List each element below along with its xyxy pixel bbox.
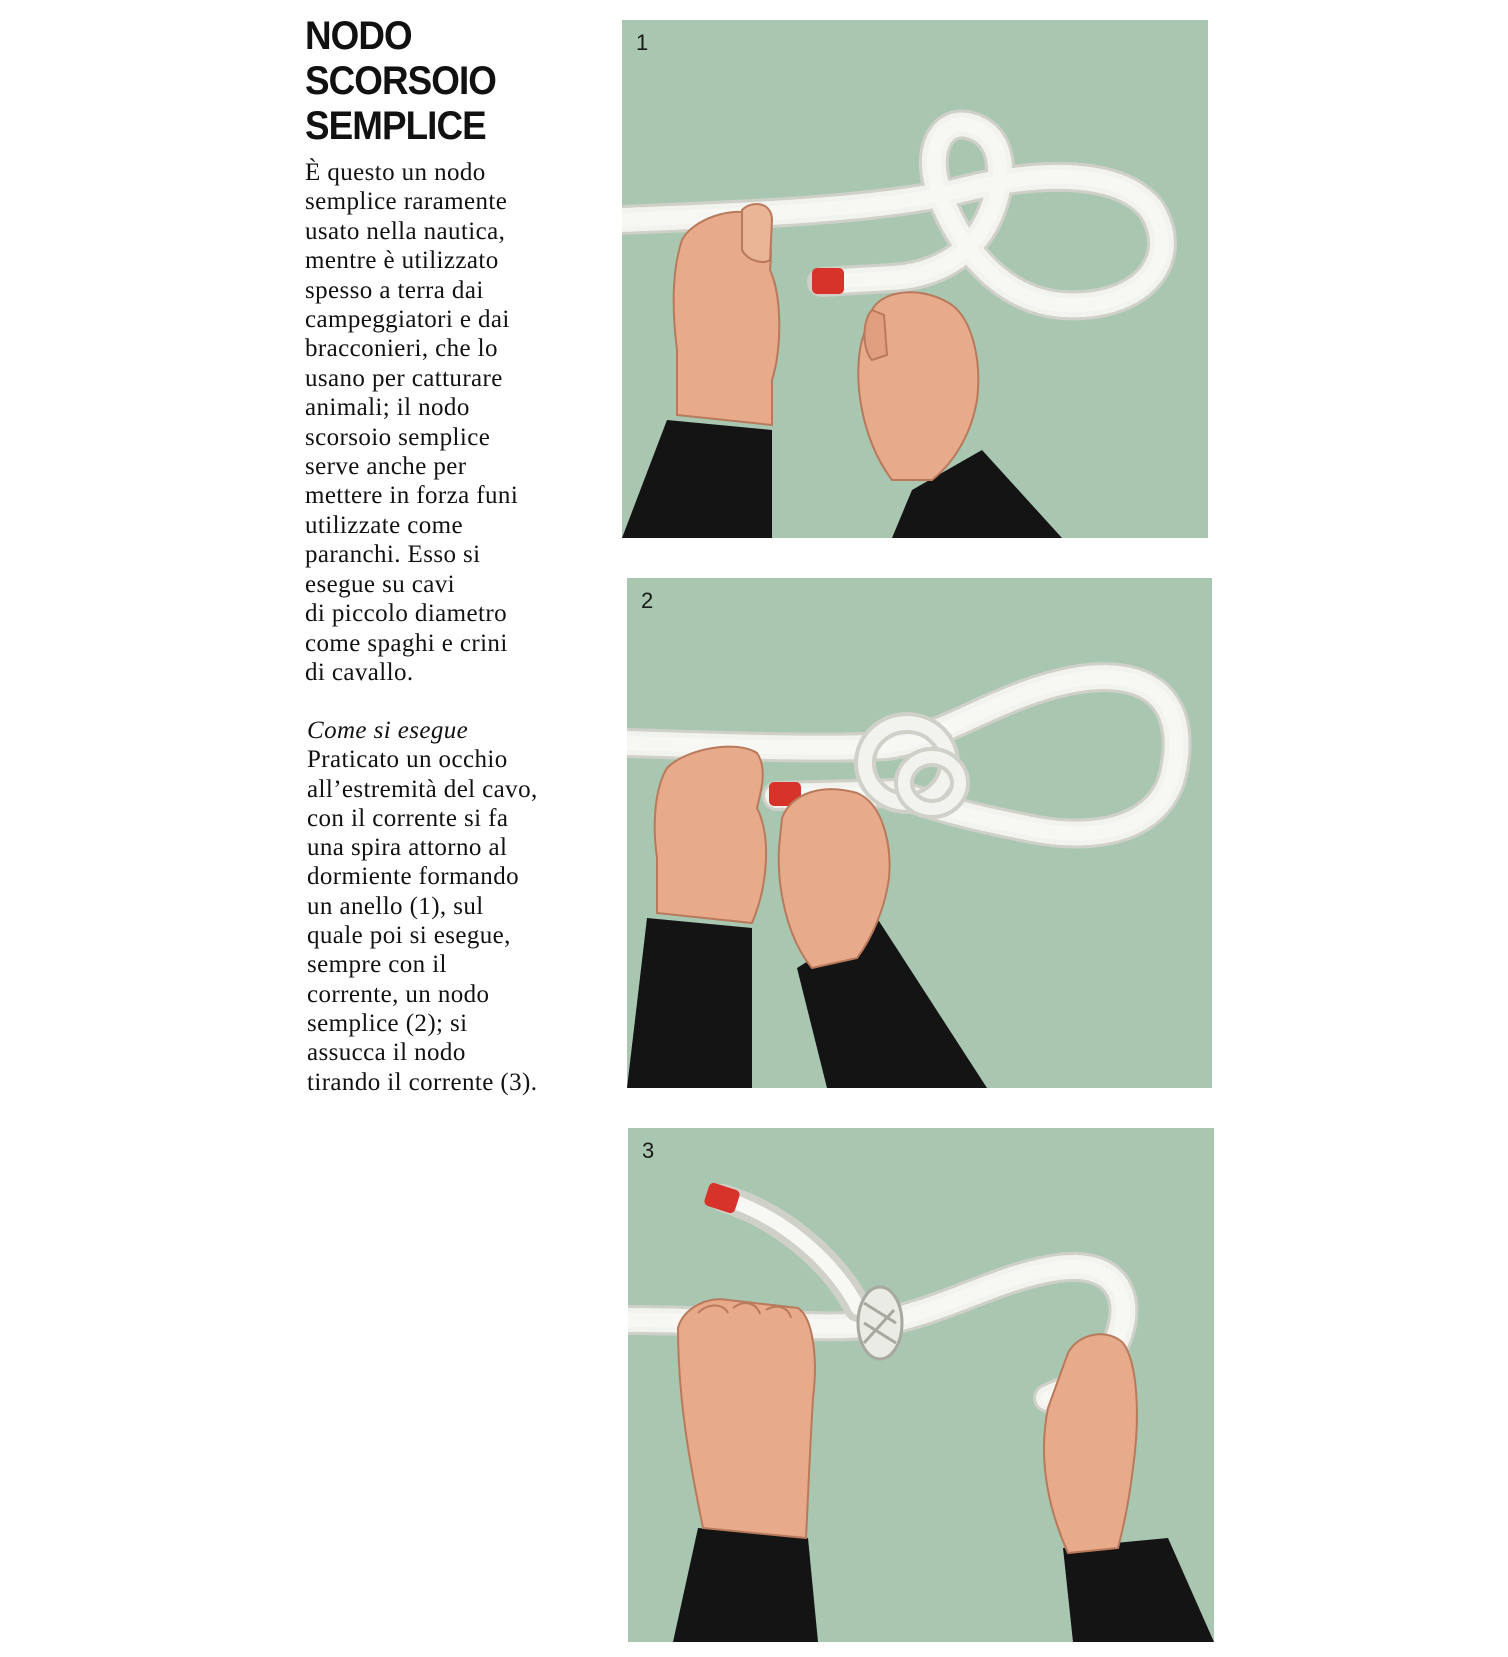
- text-line: mentre è utilizzato: [305, 247, 499, 275]
- page-title: [305, 14, 581, 149]
- text-line: usano per catturare: [305, 364, 503, 392]
- step-number: 2: [641, 588, 654, 613]
- instructions-paragraph: [307, 716, 607, 1097]
- text-line: quale poi si esegue,: [307, 922, 511, 950]
- text-line: corrente, un nodo: [307, 980, 490, 1008]
- right-hand: [1044, 1334, 1137, 1553]
- text-line: esegue su cavi: [305, 570, 455, 598]
- text-line: paranchi. Esso si: [305, 541, 481, 569]
- instructions-heading: Come si esegue: [307, 717, 469, 744]
- text-line: Praticato un occhio: [307, 746, 508, 774]
- left-hand: [678, 1299, 815, 1538]
- step-3-photo: [628, 1128, 1214, 1642]
- right-sleeve: [1063, 1538, 1214, 1642]
- text-line: usato nella nautica,: [305, 217, 506, 245]
- title-line: NODO: [305, 14, 412, 58]
- text-line: spesso a terra dai: [305, 276, 484, 304]
- text-line: come spaghi e crini: [305, 629, 508, 657]
- text-line: sempre con il: [307, 951, 447, 979]
- step-1-illustration: [622, 20, 1208, 538]
- text-line: mettere in forza funi: [305, 482, 519, 510]
- left-sleeve: [622, 420, 772, 538]
- step-number: 3: [642, 1138, 655, 1163]
- description-paragraph: [305, 158, 605, 687]
- left-sleeve: [627, 918, 752, 1088]
- knot: [858, 1287, 902, 1359]
- text-line: un anello (1), sul: [307, 892, 484, 920]
- step-2-illustration: [627, 578, 1212, 1088]
- text-line: campeggiatori e dai: [305, 306, 510, 334]
- text-line: animali; il nodo: [305, 394, 470, 422]
- text-line: È questo un nodo: [305, 159, 486, 186]
- text-line: scorsoio semplice: [305, 423, 491, 451]
- title-line: SCORSOIO: [305, 59, 496, 103]
- text-line: semplice raramente: [305, 188, 508, 216]
- step-1-photo: [622, 20, 1208, 538]
- left-sleeve: [673, 1528, 818, 1642]
- rope-tip: [812, 268, 844, 294]
- text-line: serve anche per: [305, 453, 467, 481]
- text-line: utilizzate come: [305, 511, 464, 539]
- text-line: una spira attorno al: [307, 834, 508, 862]
- text-line: di cavallo.: [305, 658, 414, 686]
- text-line: con il corrente si fa: [307, 804, 509, 832]
- text-line: semplice (2); si: [307, 1009, 468, 1037]
- title-line: SEMPLICE: [305, 104, 486, 148]
- left-hand: [655, 747, 766, 923]
- text-line: bracconieri, che lo: [305, 335, 498, 363]
- text-line: assucca il nodo: [307, 1039, 466, 1067]
- text-line: dormiente formando: [307, 863, 519, 891]
- step-2-photo: [627, 578, 1212, 1088]
- text-line: all’estremità del cavo,: [307, 775, 538, 803]
- step-number: 1: [636, 30, 649, 55]
- text-line: tirando il corrente (3).: [307, 1068, 538, 1096]
- text-line: di piccolo diametro: [305, 600, 507, 628]
- step-3-illustration: [628, 1128, 1214, 1642]
